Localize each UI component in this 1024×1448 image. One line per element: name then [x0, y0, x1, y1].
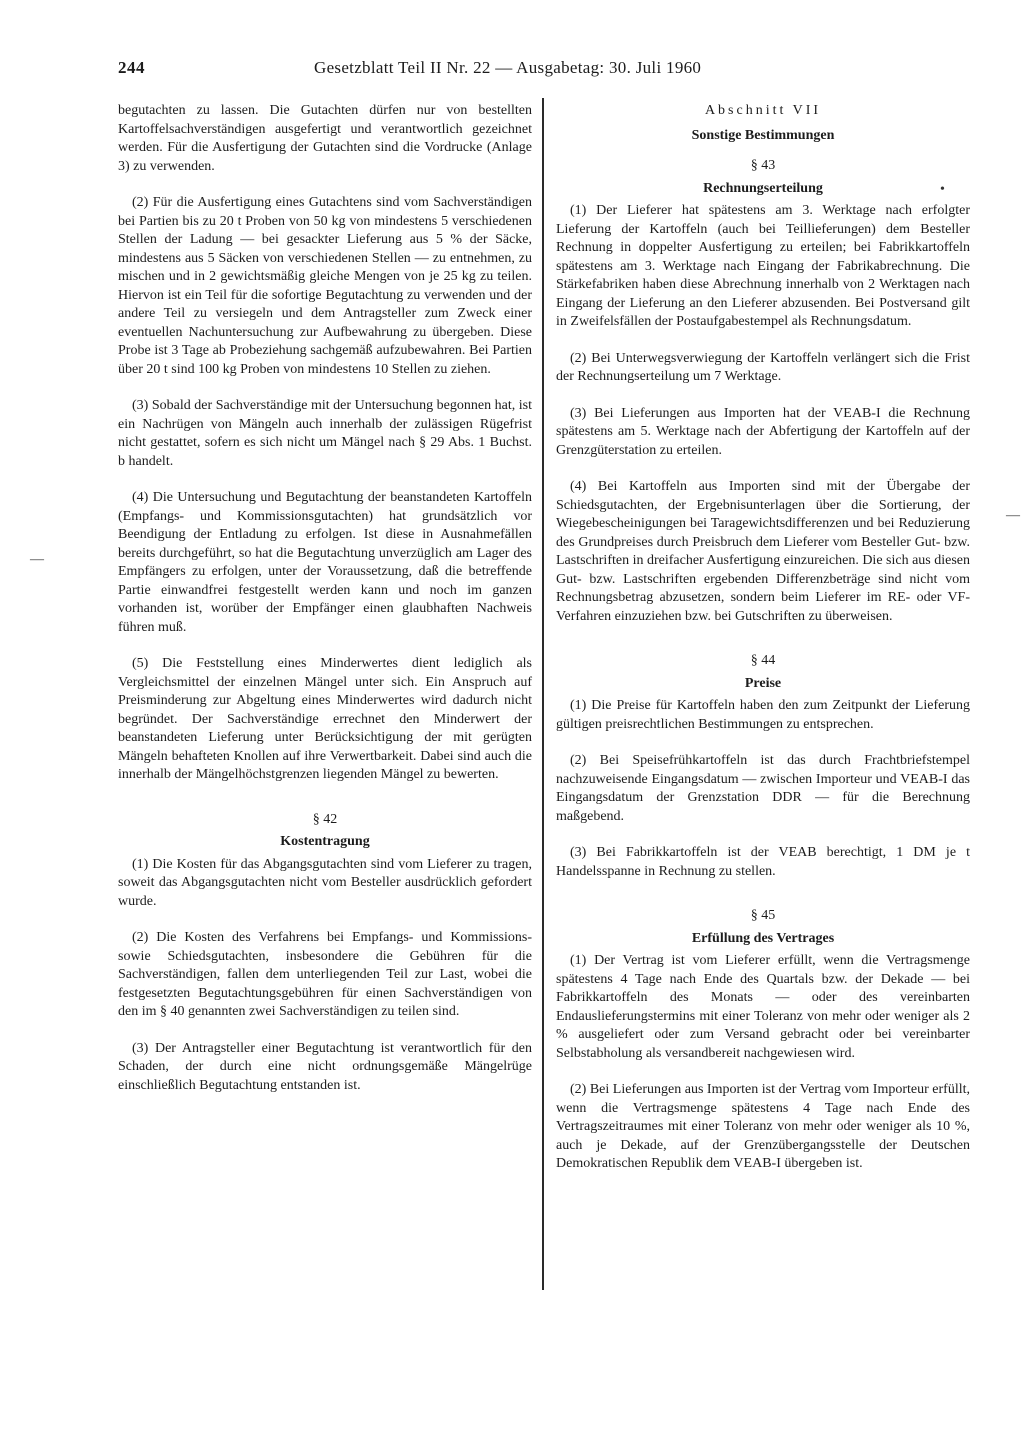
section-number: § 43 — [750, 158, 776, 173]
margin-mark: — — [1006, 508, 1020, 523]
section-number: § 42 — [312, 811, 338, 827]
paragraph: (2) Für die Ausfertigung eines Gutachtens sind vom Sachverständigen bei Partien bis zu 20 t Proben von 50 kg von mindestens 5 verschiedenen Stellen der Ladung — bei gesackter Lieferung aus 5 % der Säcke, mindestens aus 5 Säcken von verschiedenen Stellen — zu entnehmen, zu mischen und in 2 gewichtsmäßig gleiche Mengen von je 25 kg zu teilen. Hiervon ist ein Teil für die sofortige Begutachtung zu verwenden und der andere Teil zu versiegeln und dem Antragsteller zum Zweck einer eventuellen Nachuntersuchung zur Aufbewahrung zu übergeben. Diese Probe ist 3 Tage ab Probeziehung sachgemäß aufzubewahren. Bei Partien über 20 t sind 100 kg Proben von mindestens 10 Stellen zu ziehen. — [118, 195, 532, 377]
section-number: § 44 — [750, 653, 776, 668]
margin-mark: — — [30, 552, 44, 567]
paragraph: (2) Bei Lieferungen aus Importen ist der Vertrag vom Importeur erfüllt, wenn die Vertragsmenge spätestens 4 Tage nach Ende des Vertragszeitraumes mit einer Toleranz von mehr oder weniger als 10 %, auch je Dekade, auf der Grenzübergangsstelle der Deutschen Demokratischen Republik dem VEAB-I übergeben ist. — [556, 1082, 970, 1171]
paragraph: begutachten zu lassen. Die Gutachten dürfen nur von bestellten Kartoffelsachverständigen ausgefertigt und verantwortlich gezeichnet werden. Für die Ausfertigung der Gutachten sind die Vordrucke (Anlage 3) zu verwenden. — [118, 103, 532, 174]
paragraph: (2) Bei Speisefrühkartoffeln ist das durch Frachtbriefstempel nachzuweisende Eingangsdatum — zwischen Importeur und VEAB-I das Eingangsdatum der Grenzstation DDR — für die Berechnung maßgebend. — [556, 753, 970, 824]
paragraph: (3) Der Antragsteller einer Begutachtung ist verantwortlich für den Schaden, der durch eine nicht ordnungsgemäße Mängelrüge einschließlich Begutachtung entstanden ist. — [118, 1040, 532, 1093]
paragraph: (5) Die Feststellung eines Minderwertes dient lediglich als Vergleichsmittel der einzelnen Mängel unter sich. Ein Anspruch auf Preisminderung zur Abgeltung eines Minderwertes wird dadurch nicht begründet. Der Sachverständige errechnet den Minderwert der beanstandeten Lieferung unter Berücksichtigung der mit gerügten Mängeln behafteten Knollen auf ihre Verwertbarkeit. Dabei sind auch die innerhalb der Mängelhöchstgrenzen liegenden Mängel zu bewerten. — [118, 656, 532, 782]
page-number: 244 — [118, 58, 145, 77]
paragraph: (1) Die Kosten für das Abgangsgutachten sind vom Lieferer zu tragen, soweit das Abgangsgutachten nicht vom Besteller ausdrücklich gefordert wurde. — [118, 856, 532, 909]
paragraph: (2) Bei Unterwegsverwiegung der Kartoffeln verlängert sich die Frist der Rechnungserteilung um 7 Werktage. — [556, 350, 970, 384]
paragraph: (2) Die Kosten des Verfahrens bei Empfangs- und Kommissions- sowie Schiedsgutachten, insbesondere die Gebühren für die Sachverständigen, fallen dem unterliegenden Teil zur Last, wobei die festgesetzten Begutachtungsgebühren für einen Sachverständigen von den im § 40 genannten zwei Sachverständigen zu teilen sind. — [118, 930, 532, 1019]
margin-mark: • — [940, 182, 945, 197]
section-number: § 45 — [750, 908, 776, 923]
right-column — [556, 102, 970, 1192]
paragraph: (3) Bei Lieferungen aus Importen hat der VEAB-I die Rechnung spätestens am 5. Werktage nach der Abfertigung der Kartoffeln auf der Grenzgüterstation zu erteilen. — [556, 405, 970, 458]
paragraph: (3) Sobald der Sachverständige mit der Untersuchung begonnen hat, ist ein Nachrügen von Mängeln auch innerhalb der zulässigen Rügefrist nicht gestattet, sofern es sich nicht um Mängel nach § 29 Abs. 1 Buchst. b handelt. — [118, 398, 532, 469]
paragraph: (1) Die Preise für Kartoffeln haben den zum Zeitpunkt der Lieferung gültigen preisrechtlichen Bestimmungen zu entsprechen. — [556, 698, 970, 732]
paragraph: (3) Bei Fabrikkartoffeln ist der VEAB berechtigt, 1 DM je t Handelsspanne in Rechnung zu stellen. — [556, 845, 970, 879]
paragraph: (4) Bei Kartoffeln aus Importen sind mit der Übergabe der Schiedsgutachten, der Ergebnisunterlagen über die Sortierung, der Wiegebescheinigungen bei Taragewichtsdifferenzen und bei Reduzierung des Grundpreises durch Preisbruch dem Lieferer vom Besteller Gut- bzw. Lastschriften in dreifacher Ausfertigung einzureichen. Die sich aus diesen Gut- bzw. Lastschriften ergebenden Differenzbeträge sind nicht vom Rechnungsbetrag abzusetzen, sondern beim Lieferer im RE- oder VF-Verfahren einzuziehen bzw. bei Gutschriften zu überweisen. — [556, 479, 971, 624]
section-heading: Erfüllung des Vertrages — [691, 930, 835, 946]
gazette-title: Gesetzblatt Teil II Nr. 22 — Ausgabetag: 30. Juli 1960 — [314, 58, 702, 77]
chapter-title: Abschnitt VII — [704, 103, 822, 118]
page-header — [118, 58, 978, 86]
paragraph: (1) Der Vertrag ist vom Lieferer erfüllt, wenn die Vertragsmenge spätestens 4 Tage nach Ende des Quartals bzw. der Dekade — bei Fabrikkartoffeln des Monats — oder des vereinbarten Endauslieferungstermins mit einer Toleranz von mehr oder weniger als 2 % ausgeliefert oder zum Versand gebracht oder bei vereinbarter Selbstabholung als versandbereit nachgewiesen wird. — [556, 953, 970, 1061]
section-heading: Kostentragung — [280, 834, 370, 849]
section-heading: Preise — [744, 675, 782, 691]
section-heading: Rechnungserteilung — [703, 180, 823, 196]
left-column — [118, 102, 532, 1113]
paragraph: (1) Der Lieferer hat spätestens am 3. Werktage nach erfolgter Lieferung der Kartoffeln (auch bei Teillieferungen) dem Besteller Rechnung in doppelter Ausfertigung zu erteilen; bei Fabrikkartoffeln spätestens am 3. Werktage nach Eingang der Fabrikabrechnung. Die Stärkefabriken haben diese Abrechnung innerhalb von 2 Werktagen nach Eingang der Lieferung an den Lieferer abzusenden. Bei Postversand gilt in Zweifelsfällen der Postaufgabestempel als Rechnungsdatum. — [556, 203, 970, 329]
column-divider — [542, 98, 544, 1290]
chapter-subtitle: Sonstige Bestimmungen — [691, 127, 835, 143]
paragraph: (4) Die Untersuchung und Begutachtung der beanstandeten Kartoffeln (Empfangs- und Kommissionsgutachten) hat grundsätzlich vor Beendigung der Entladung zu erfolgen. Ist diese in Ausnahmefällen bereits durchgeführt, so hat die Begutachtung unverzüglich am Lager des Empfängers zu erfolgen, unter der Voraussetzung, daß die betreffende Partie einwandfrei festgestellt werden kann und noch im ganzen vorhanden ist, worüber der Empfänger einen glaubhaften Nachweis führen muß. — [118, 490, 532, 635]
